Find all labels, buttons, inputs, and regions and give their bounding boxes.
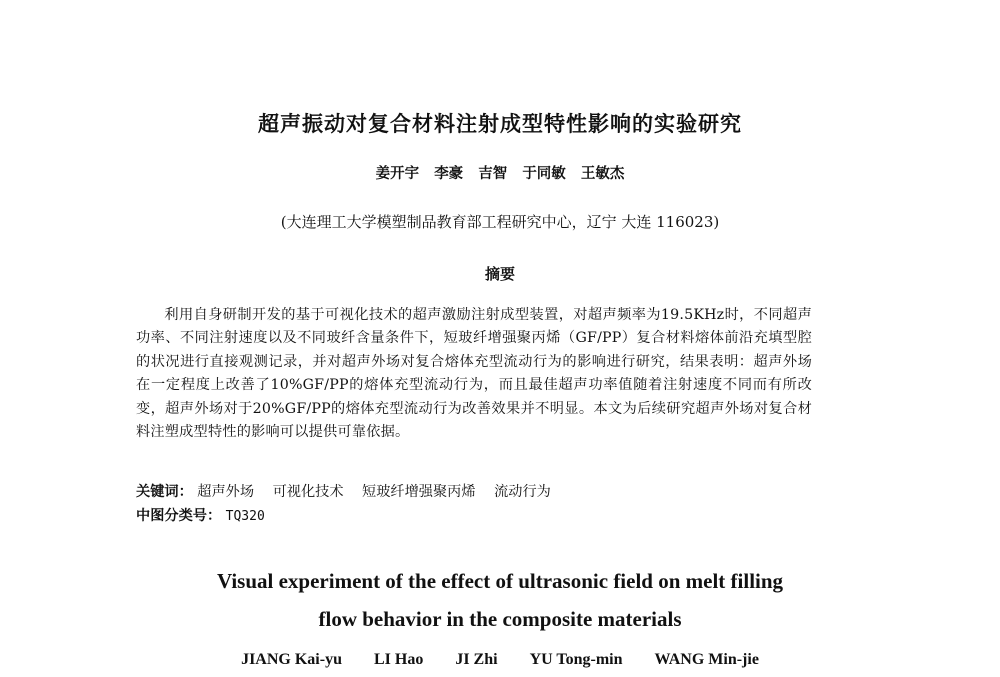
keywords-label: 关键词：: [136, 484, 193, 500]
english-title-line: Visual experiment of the effect of ultrasonic field on melt filling: [216, 569, 784, 593]
english-author: JI Zhi: [455, 651, 498, 668]
keyword: 可视化技术: [272, 484, 344, 500]
abstract-heading: 摘要: [484, 265, 515, 283]
english-title: [0, 562, 1000, 638]
classification-label: 中图分类号：: [136, 508, 222, 524]
english-author: WANG Min-jie: [654, 651, 759, 668]
english-title-line: flow behavior in the composite materials: [318, 607, 682, 631]
english-author: JIANG Kai-yu: [241, 651, 342, 668]
chinese-author: 李豪: [434, 166, 464, 182]
classification-number: TQ320: [225, 509, 265, 524]
english-author: LI Hao: [373, 651, 424, 668]
chinese-author: 姜开宇: [375, 166, 420, 182]
keyword: 短玻纤增强聚丙烯: [362, 484, 476, 500]
keyword: 流动行为: [494, 484, 551, 500]
chinese-author-list: [0, 162, 1000, 183]
abstract-body: 利用自身研制开发的基于可视化技术的超声激励注射成型装置，对超声频率为19.5KHz时，不同超声功率、不同注射速度以及不同玻纤含量条件下，短玻纤增强聚丙烯（GF/PP）复合材料熔体前沿充填型腔的状况进行直接观测记录，并对超声外场对复合熔体充型流动行为的影响进行研究，结果表明：超声外场在一定程度上改善了10%GF/PP的熔体充型流动行为，而且最佳超声功率值随着注射速度不同而有所改变，超声外场对于20%GF/PP的熔体充型流动行为改善效果并不明显。本文为后续研究超声外场对复合材料注塑成型特性的影响可以提供可靠依据。: [136, 307, 812, 441]
chinese-title: 超声振动对复合材料注射成型特性影响的实验研究: [258, 112, 742, 136]
classification-line: [136, 505, 836, 525]
english-author: YU Tong-min: [529, 651, 623, 668]
chinese-author: 于同敏: [522, 166, 566, 182]
keyword: 超声外场: [197, 484, 255, 500]
keywords-line: [136, 481, 836, 501]
chinese-author: 吉智: [478, 166, 508, 182]
english-author-list: [0, 651, 1000, 669]
chinese-affiliation: (大连理工大学模塑制品教育部工程研究中心，辽宁 大连 116023): [280, 213, 720, 231]
chinese-author: 王敏杰: [580, 166, 625, 182]
